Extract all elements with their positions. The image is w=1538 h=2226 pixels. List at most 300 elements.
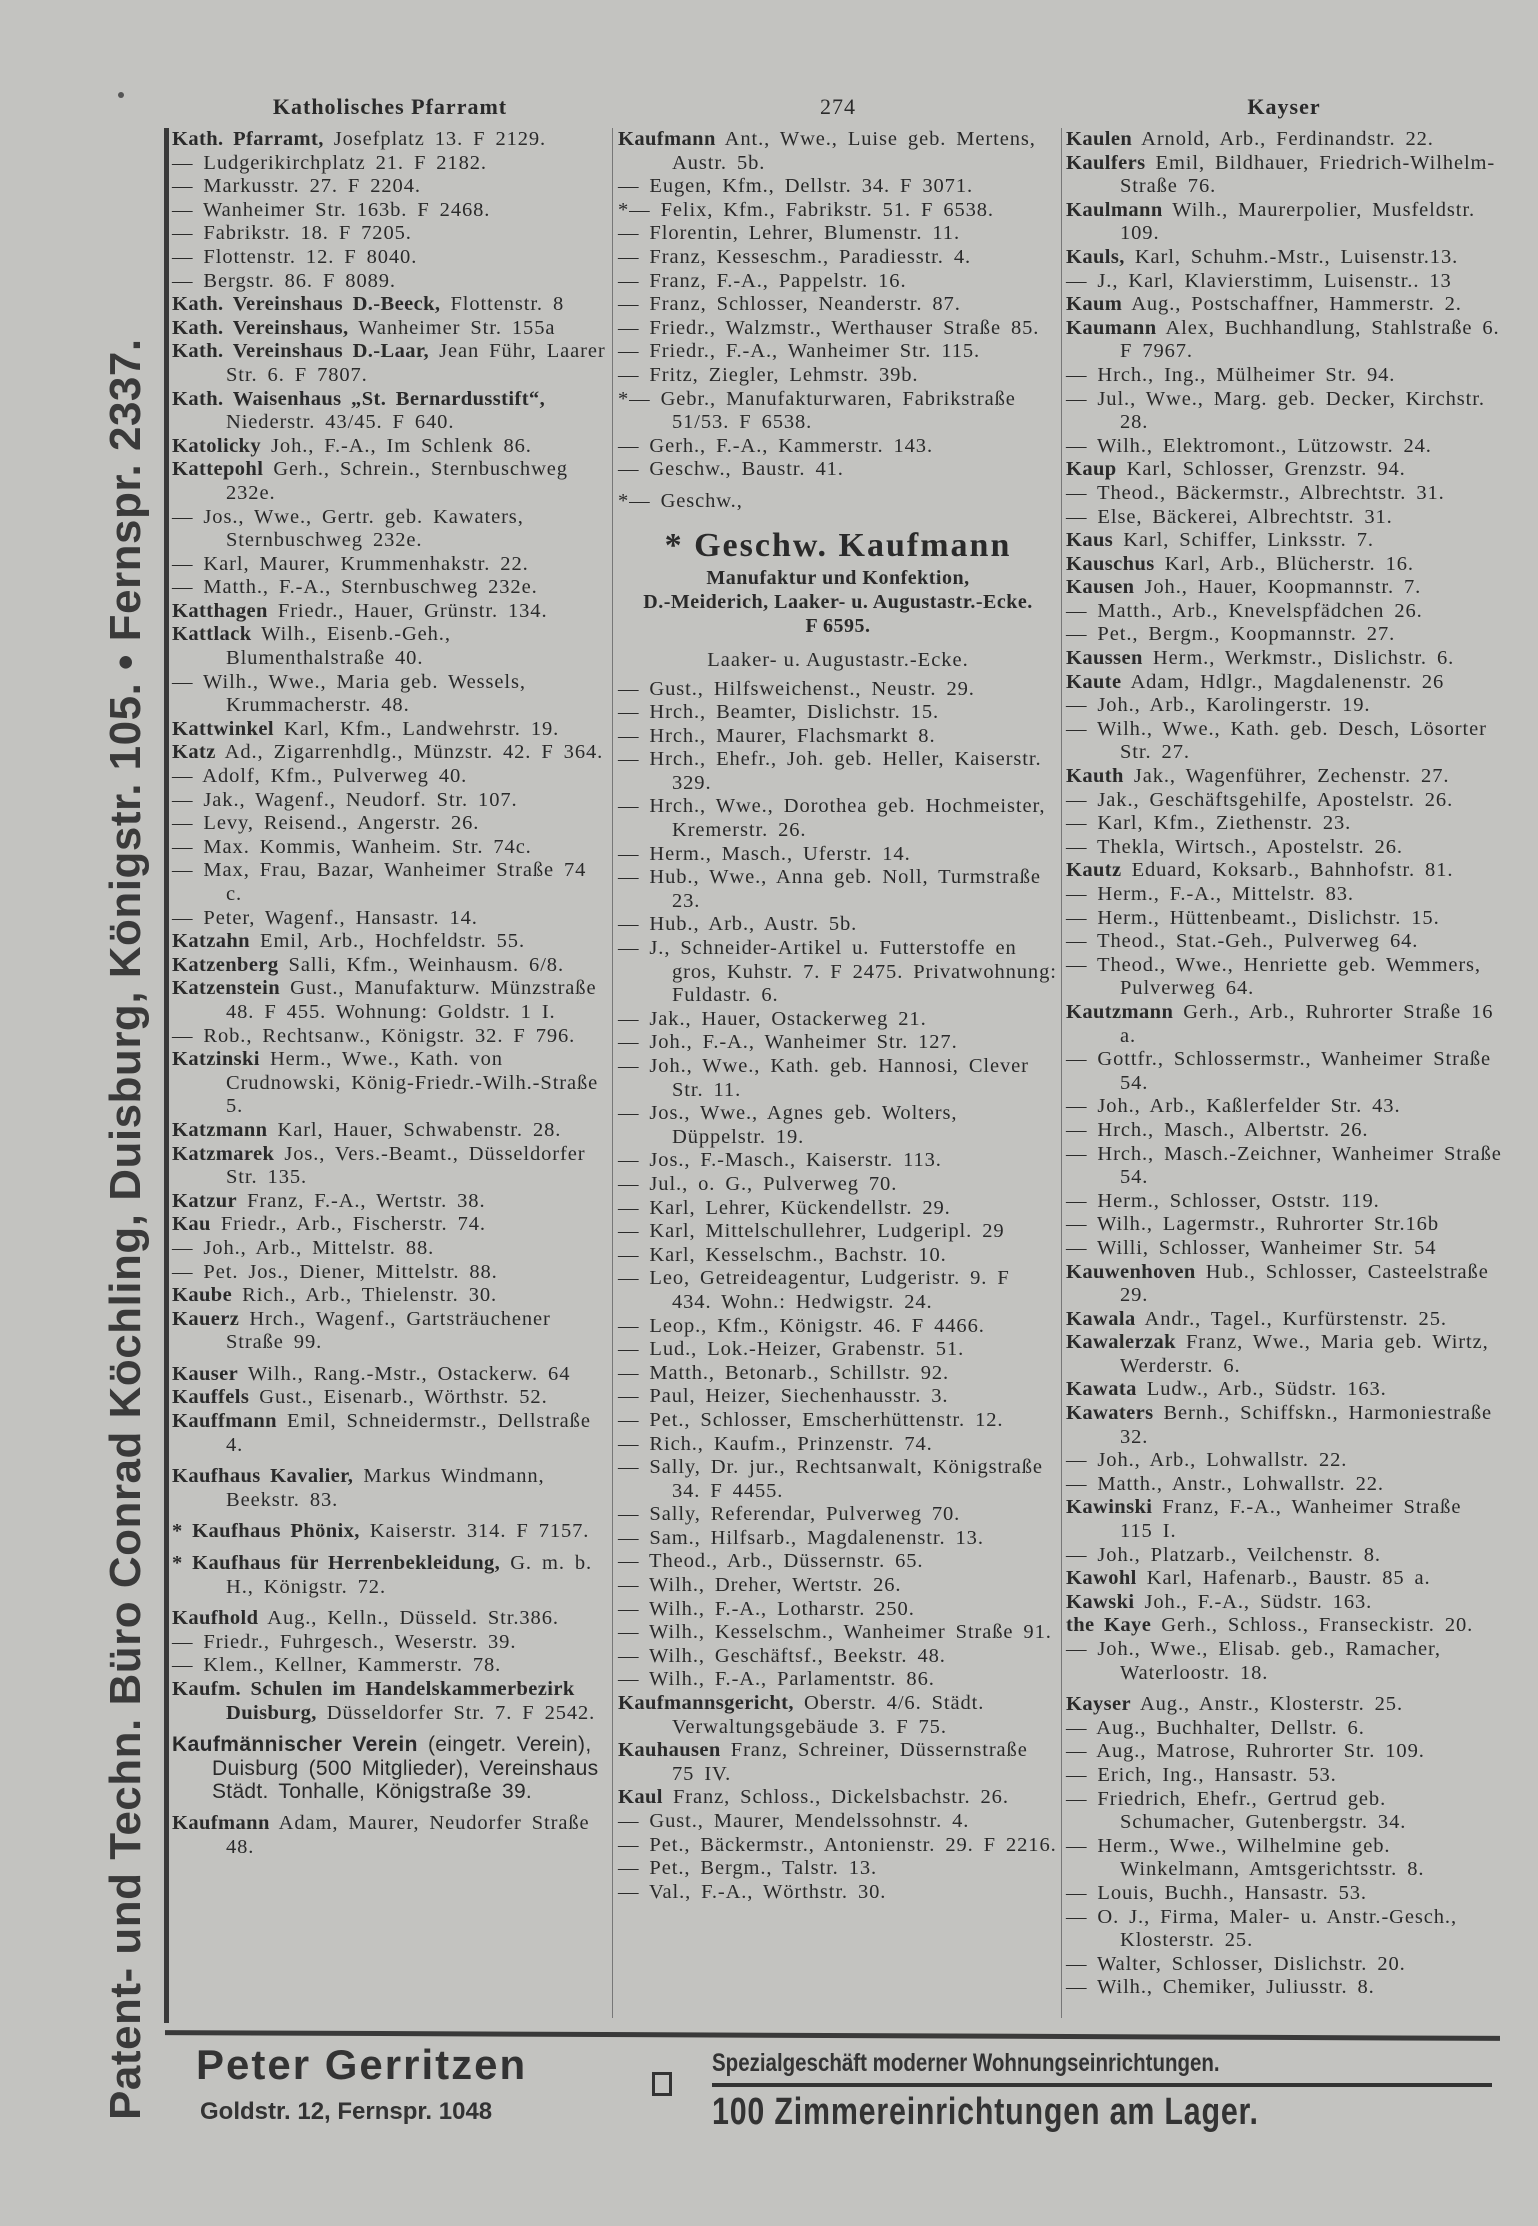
entry-details: — Paul, Heizer, Siechenhausstr. 3. (618, 1385, 949, 1408)
entry-details: — Herm., F.-A., Mittelstr. 83. (1066, 883, 1354, 905)
entry-details: Joh., F.-A., Im Schlenk 86. (271, 434, 532, 457)
entry-details: — Aug., Buchhalter, Dellstr. 6. (1066, 1716, 1365, 1739)
directory-entry (172, 246, 608, 270)
directory-entry (172, 671, 608, 718)
directory-entry (1066, 1976, 1502, 2000)
directory-entry (172, 836, 608, 860)
entry-name: Kaumann (1066, 316, 1157, 339)
entry-name: Kayser (1066, 1693, 1132, 1716)
entry-details: Karl, Kfm., Landwehrstr. 19. (283, 717, 560, 740)
entry-details: — Friedr., Walzmstr., Werthauser Straße 85. (618, 316, 1040, 339)
directory-entry (1066, 671, 1502, 695)
entry-details: — Herm., Hüttenbeamt., Dislichstr. 15. (1066, 906, 1440, 929)
directory-entry (618, 175, 1058, 199)
directory-entry (172, 1213, 608, 1237)
entry-details: — Peter, Wagenf., Hansastr. 14. (172, 906, 478, 929)
directory-entry (618, 222, 1058, 246)
entry-details: — Sally, Referendar, Pulverweg 70. (618, 1503, 961, 1526)
entry-details: Ad., Zigarrenhdlg., Münzstr. 42. F 364. (224, 741, 604, 764)
entry-details: Herm., Wwe., Kath. von Crudnowski, König-Friedr.-Wilh.-Straße 5. (226, 1048, 599, 1118)
entry-details: — Jos., F.-Masch., Kaiserstr. 113. (618, 1149, 942, 1172)
entry-details: Joh., Hauer, Koopmannstr. 7. (1144, 576, 1422, 599)
directory-entry (618, 1409, 1058, 1433)
entry-details: — Wilh., Geschäftsf., Beekstr. 48. (618, 1644, 946, 1667)
entry-details: Jean Führ, Laarer Str. 6. F 7807. (226, 340, 606, 386)
directory-entry (618, 748, 1058, 795)
entry-details: *— Gebr., Manufakturwaren, Fabrikstraße 51/53. F 6538. (618, 387, 1016, 434)
entry-details: Ludw., Arb., Südstr. 163. (1146, 1378, 1387, 1401)
entry-details: — Pet., Bergm., Koopmannstr. 27. (1066, 623, 1396, 646)
entry-details: Adam, Hdlgr., Magdalenenstr. 26 (1130, 670, 1445, 693)
directory-entry (172, 317, 608, 341)
entry-name: Kattlack (172, 623, 252, 646)
entry-details: — Joh., Arb., Lohwallstr. 22. (1066, 1449, 1348, 1472)
entry-details: — Bergstr. 86. F 8089. (172, 269, 396, 292)
entry-details: — Thekla, Wirtsch., Apostelstr. 26. (1066, 835, 1403, 858)
entry-details: — Wilh., Wwe., Maria geb. Wessels, Krummacherstr. 48. (172, 670, 526, 717)
directory-entry (618, 199, 1058, 223)
directory-entry (1066, 364, 1502, 388)
directory-entry (618, 1550, 1058, 1574)
directory-entry (1066, 458, 1502, 482)
entry-details: — Theod., Wwe., Henriette geb. Wemmers, Pulverweg 64. (1066, 953, 1481, 1000)
directory-entry (618, 490, 1058, 514)
directory-entry (618, 1645, 1058, 1669)
directory-entry (618, 1810, 1058, 1834)
entry-name: Katzahn (172, 930, 250, 953)
entry-details: Wilh., Rang.-Mstr., Ostackerw. 64 (247, 1362, 571, 1385)
directory-entry (1066, 388, 1502, 435)
entry-details: Franz, Wwe., Maria geb. Wirtz, Werderstr. 6. (1120, 1331, 1489, 1377)
entry-details: — Florentin, Lehrer, Blumenstr. 11. (618, 222, 960, 245)
directory-entry (618, 1574, 1058, 1598)
entry-details: — Jos., Wwe., Agnes geb. Wolters, Düppelstr. 19. (618, 1102, 958, 1148)
entry-name: Kaufhaus Kavalier, (172, 1465, 354, 1488)
entry-name: Kauffmann (172, 1410, 277, 1433)
entry-details: — Matth., F.-A., Sternbuschweg 232e. (172, 576, 538, 599)
entry-details: Jos., Vers.-Beamt., Düsseldorfer Str. 135. (226, 1142, 586, 1189)
entry-details: Friedr., Arb., Fischerstr. 74. (220, 1213, 486, 1236)
entry-details: *— Felix, Kfm., Fabrikstr. 51. F 6538. (618, 198, 994, 221)
directory-entry (172, 907, 608, 931)
entry-name: Kaussen (1066, 647, 1143, 670)
directory-entry (1066, 1544, 1502, 1568)
directory-entry (618, 128, 1058, 175)
entry-name: Kaum (1066, 293, 1123, 316)
entry-name: Katthagen (172, 599, 268, 622)
entry-details: — Else, Bäckerei, Albrechtstr. 31. (1066, 505, 1393, 528)
entry-details: Oberstr. 4/6. Städt. Verwaltungsgebäude 3. F 75. (672, 1692, 985, 1738)
directory-entry (1066, 1308, 1502, 1332)
entry-details: Gerh., Schrein., Sternbuschweg 232e. (226, 458, 568, 504)
ad-line: F 6595. (805, 614, 871, 637)
directory-entry (618, 725, 1058, 749)
directory-entry (1066, 623, 1502, 647)
directory-entry (1066, 1119, 1502, 1143)
ad-rule (712, 2083, 1492, 2087)
entry-details: — Hrch., Ehefr., Joh. geb. Heller, Kaiserstr. 329. (618, 748, 1042, 794)
entry-details: — Wilh., Kesselschm., Wanheimer Straße 91. (618, 1621, 1052, 1644)
entry-details: — Markusstr. 27. F 2204. (172, 175, 421, 198)
directory-entry (1066, 694, 1502, 718)
directory-entry (172, 741, 608, 765)
entry-details: Franz, Schreiner, Düssernstraße 75 IV. (672, 1739, 1028, 1785)
ad-line: D.-Meiderich, Laaker- u. Augustastr.-Ecke. (643, 590, 1033, 613)
entry-details: — Leo, Getreideagentur, Ludgeristr. 9. F 434. Wohn.: Hedwigstr. 24. (618, 1267, 1010, 1313)
directory-entry (172, 765, 608, 789)
entry-name: Katzinski (172, 1048, 260, 1071)
entry-details: — Sam., Hilfsarb., Magdalenenstr. 13. (618, 1526, 984, 1549)
entry-details: — Theod., Bäckermstr., Albrechtstr. 31. (1066, 481, 1445, 504)
entry-details: — Karl, Kesselschm., Bachstr. 10. (618, 1243, 947, 1266)
entry-details: Alex, Buchhandlung, Stahlstraße 6. F 7967. (1120, 316, 1500, 363)
entry-details: — Karl, Maurer, Krummenhakstr. 22. (172, 552, 529, 575)
directory-entry (1066, 270, 1502, 294)
entry-details: — Franz, Kesseschm., Paradiesstr. 4. (618, 245, 971, 268)
directory-entry (618, 1834, 1058, 1858)
entry-details: — J., Karl, Klavierstimm, Luisenstr.. 13 (1066, 269, 1452, 292)
directory-entry (172, 388, 608, 435)
entry-name: Kath. Vereinshaus D.-Laar, (172, 340, 430, 363)
entry-details: — Wilh., Elektromont., Lützowstr. 24. (1066, 434, 1432, 457)
entry-details: — Hrch., Maurer, Flachsmarkt 8. (618, 724, 936, 747)
entry-details: — Hrch., Beamter, Dislichstr. 15. (618, 701, 940, 724)
directory-entry (618, 1503, 1058, 1527)
ad-ornament-icon (652, 2072, 672, 2096)
directory-entry (618, 937, 1058, 1008)
directory-entry (172, 506, 608, 553)
directory-entry (172, 576, 608, 600)
directory-entry (618, 1668, 1058, 1692)
directory-entry (618, 1031, 1058, 1055)
entry-name: Kaube (172, 1284, 233, 1307)
entry-details: — Val., F.-A., Wörthstr. 30. (618, 1880, 887, 1903)
entry-details: — Hrch., Ing., Mülheimer Str. 94. (1066, 363, 1396, 386)
side-bullet (118, 92, 124, 98)
entry-details: — Klem., Kellner, Kammerstr. 78. (172, 1654, 502, 1677)
ad-company-name: Peter Gerritzen (196, 2041, 528, 2088)
directory-entry (1066, 1788, 1502, 1835)
entry-name: Katzenstein (172, 977, 281, 1000)
directory-entry (1066, 930, 1502, 954)
entry-details: — Rob., Rechtsanw., Königstr. 32. F 796. (172, 1024, 576, 1047)
entry-details: — Fabrikstr. 18. F 7205. (172, 222, 412, 245)
entry-details: — Max. Kommis, Wanheim. Str. 74c. (172, 835, 532, 858)
entry-details: — Joh., Arb., Karolingerstr. 19. (1066, 694, 1371, 717)
entry-details: Franz, F.-A., Wanheimer Straße 115 I. (1120, 1496, 1462, 1543)
entry-details: — Aug., Matrose, Ruhrorter Str. 109. (1066, 1740, 1425, 1763)
directory-entry (1066, 1331, 1502, 1378)
directory-entry (172, 152, 608, 176)
entry-details: — Hrch., Wwe., Dorothea geb. Hochmeister, Kremerstr. 26. (618, 795, 1046, 842)
directory-entry (618, 1857, 1058, 1881)
entry-name: Katzenberg (172, 953, 279, 976)
directory-entry (1066, 1473, 1502, 1497)
entry-details: — Wilh., Wwe., Kath. geb. Desch, Lösorter Str. 27. (1066, 717, 1487, 764)
entry-details: Wilh., Eisenb.-Geh., Blumenthalstraße 40. (226, 623, 451, 670)
entry-name: Kaufhold (172, 1607, 259, 1630)
directory-entry (1066, 1001, 1502, 1048)
directory-entry (172, 789, 608, 813)
directory-entry (172, 1410, 608, 1457)
directory-entry (1066, 199, 1502, 246)
entry-details: — Joh., Arb., Kaßlerfelder Str. 43. (1066, 1095, 1401, 1118)
directory-entry (1066, 718, 1502, 765)
directory-entry (172, 1261, 608, 1285)
entry-details: Salli, Kfm., Weinhausm. 6/8. (288, 953, 564, 976)
column-left (172, 92, 608, 1859)
entry-details: — Franz, Schlosser, Neanderstr. 87. (618, 293, 961, 316)
directory-entry (1066, 1496, 1502, 1543)
entry-details: Flottenstr. 8 (450, 293, 565, 316)
directory-entry (1066, 506, 1502, 530)
entry-name: Kaufmann (618, 128, 716, 150)
entry-details: (eingetr. Verein), Duisburg (500 Mitglieder), Vereinshaus Städt. Tonhalle, Königstraße 39. (212, 1733, 599, 1804)
entry-name: Kath. Vereinshaus, (172, 316, 349, 339)
entry-details: — Theod., Arb., Düssernstr. 65. (618, 1550, 924, 1573)
directory-entry (1066, 1591, 1502, 1615)
entry-details: — Matth., Anstr., Lohwallstr. 22. (1066, 1472, 1384, 1495)
directory-entry (618, 913, 1058, 937)
left-rule (164, 128, 169, 2023)
column-divider (1061, 128, 1062, 2018)
advertisement-geschw-kaufmann (618, 526, 1058, 638)
entry-details: Gerh., Schloss., Franseckistr. 20. (1161, 1614, 1474, 1637)
entry-details: — Levy, Reisend., Angerstr. 26. (172, 812, 480, 835)
entry-details: Josefplatz 13. F 2129. (333, 128, 547, 150)
entry-details: — Pet., Bäckermstr., Antonienstr. 29. F 2216. (618, 1833, 1057, 1856)
directory-entry (618, 795, 1058, 842)
entry-details: — Wilh., Dreher, Wertstr. 26. (618, 1574, 902, 1597)
entry-details: Emil, Arb., Hochfeldstr. 55. (260, 930, 525, 953)
entry-details: Wilh., Maurerpolier, Musfeldstr. 109. (1120, 198, 1476, 245)
directory-entry (1066, 1048, 1502, 1095)
entry-details: — Jak., Geschäftsgehilfe, Apostelstr. 26. (1066, 788, 1454, 811)
entry-details: — Wanheimer Str. 163b. F 2468. (172, 198, 491, 221)
entry-details: Aug., Postschaffner, Hammerstr. 2. (1131, 293, 1462, 316)
directory-entry (618, 1362, 1058, 1386)
directory-entry (172, 1048, 608, 1119)
entry-name: Kauls, (1066, 245, 1125, 268)
entry-details: Düsseldorfer Str. 7. F 2542. (326, 1701, 596, 1724)
entry-name: Kath. Waisenhaus „St. Bernardusstift“, (172, 387, 546, 410)
entry-details: — Louis, Buchh., Hansastr. 53. (1066, 1881, 1367, 1904)
directory-entry (1066, 1190, 1502, 1214)
directory-entry (1066, 1567, 1502, 1591)
directory-entry (618, 1315, 1058, 1339)
entry-details: — Walter, Schlosser, Dislichstr. 20. (1066, 1952, 1406, 1975)
directory-entry (172, 553, 608, 577)
entry-details: Andr., Tagel., Kurfürstenstr. 25. (1144, 1307, 1447, 1330)
directory-entry (172, 1190, 608, 1214)
entry-details: — Joh., Wwe., Kath. geb. Hannosi, Clever Str. 11. (618, 1055, 1029, 1101)
entry-details: Karl, Schiffer, Linksstr. 7. (1123, 529, 1374, 552)
entry-details: — Willi, Schlosser, Wanheimer Str. 54 (1066, 1236, 1437, 1259)
entry-name: Kawaters (1066, 1402, 1154, 1425)
directory-entry (172, 1308, 608, 1355)
ad-address: Goldstr. 12, Fernspr. 1048 (200, 2098, 493, 2125)
entry-details: — Gottfr., Schlossermstr., Wanheimer Straße 54. (1066, 1048, 1492, 1094)
entry-details: — Wilh., F.-A., Parlamentstr. 86. (618, 1668, 935, 1691)
directory-entry (1066, 1882, 1502, 1906)
directory-entry (172, 1363, 608, 1387)
entry-details: — Jos., Wwe., Gertr. geb. Kawaters, Sternbuschweg 232e. (172, 505, 524, 552)
entry-name: Kath. Vereinshaus D.-Beeck, (172, 293, 441, 316)
entry-details: — Gust., Hilfsweichenst., Neustr. 29. (618, 677, 975, 700)
entry-name: Kaulmann (1066, 198, 1163, 221)
directory-entry (172, 1025, 608, 1049)
entry-details: — Hub., Wwe., Anna geb. Noll, Turmstraße 23. (618, 866, 1041, 912)
directory-entry (1066, 1261, 1502, 1308)
entry-details: Hrch., Wagenf., Gartsträuchener Straße 99. (226, 1307, 551, 1354)
entry-details: — Matth., Arb., Knevelspfädchen 26. (1066, 599, 1423, 622)
entry-details: — Theod., Stat.-Geh., Pulverweg 64. (1066, 930, 1419, 953)
directory-entry (618, 1197, 1058, 1221)
entry-details: Gust., Manufakturw. Münzstraße 48. F 455. Wohnung: Goldstr. 1 I. (226, 977, 597, 1023)
directory-entry (1066, 293, 1502, 317)
entry-details: — Jul., o. G., Pulverweg 70. (618, 1172, 898, 1195)
entry-details: Eduard, Koksarb., Bahnhofstr. 81. (1131, 859, 1454, 882)
entry-details: — Max, Frau, Bazar, Wanheimer Straße 74 c. (172, 859, 587, 905)
directory-entry (1066, 954, 1502, 1001)
directory-entry (1066, 152, 1502, 199)
directory-entry (618, 678, 1058, 702)
directory-entry (618, 843, 1058, 867)
directory-entry (172, 1119, 608, 1143)
side-advertisement: Patent- und Techn. Büro Conrad Köchling, Duisburg, Königstr. 105. • Fernspr. 2337. (101, 338, 150, 2120)
entry-name: Kaufmännischer Verein (172, 1733, 418, 1757)
directory-entry (172, 977, 608, 1024)
entry-details: — Rich., Kaufm., Prinzenstr. 74. (618, 1432, 933, 1455)
entry-details: — O. J., Firma, Maler- u. Anstr.-Gesch., Klosterstr. 25. (1066, 1905, 1457, 1952)
directory-entry (618, 340, 1058, 364)
entry-name: Kawala (1066, 1307, 1136, 1330)
entry-name: Kawalerzak (1066, 1331, 1176, 1354)
entry-details: *— Geschw., (618, 489, 743, 512)
directory-entry (172, 199, 608, 223)
directory-entry (1066, 836, 1502, 860)
entry-details: — Friedrich, Ehefr., Gertrud geb. Schumacher, Gutenbergstr. 34. (1066, 1787, 1407, 1834)
entry-details: — Joh., Wwe., Elisab. geb., Ramacher, Waterloostr. 18. (1066, 1638, 1441, 1684)
directory-entry (1066, 1237, 1502, 1261)
directory-entry (172, 718, 608, 742)
page-number: 274 (820, 94, 856, 119)
column-middle (618, 92, 1058, 1904)
entry-name: Kaulfers (1066, 151, 1146, 174)
entry-details: Karl, Schlosser, Grenzstr. 94. (1126, 458, 1406, 481)
directory-entry (172, 128, 608, 152)
entry-name: Kauschus (1066, 552, 1155, 575)
entry-details: Adam, Maurer, Neudorfer Straße 48. (226, 1811, 590, 1858)
directory-entry (172, 1631, 608, 1655)
directory-entry (618, 1433, 1058, 1457)
entry-details: — Jul., Wwe., Marg. geb. Decker, Kirchstr. 28. (1066, 387, 1485, 434)
directory-entry (1066, 1402, 1502, 1449)
entry-name: Kau (172, 1213, 211, 1236)
directory-entry (1066, 1740, 1502, 1764)
ad-tagline: Spezialgeschäft moderner Wohnungseinrichtungen. (712, 2049, 1220, 2077)
entry-name: Kawohl (1066, 1567, 1137, 1590)
entry-name: Katz (172, 741, 216, 764)
directory-entry (172, 812, 608, 836)
entry-details: — Hrch., Masch.-Zeichner, Wanheimer Straße 54. (1066, 1142, 1502, 1189)
entry-name: * Kaufhaus Phönix, (172, 1520, 360, 1543)
entry-name: Kawski (1066, 1590, 1135, 1613)
entry-details: — Herm., Wwe., Wilhelmine geb. Winkelmann, Amtsgerichtsstr. 8. (1066, 1834, 1425, 1881)
directory-entry (172, 222, 608, 246)
entry-details: Jak., Wagenführer, Zechenstr. 27. (1133, 765, 1450, 788)
running-header-right: Kayser (1247, 94, 1321, 119)
directory-entry (618, 317, 1058, 341)
entry-details: — Jak., Hauer, Ostackerweg 21. (618, 1007, 927, 1030)
entry-details: Arnold, Arb., Ferdinandstr. 22. (1141, 128, 1434, 150)
directory-entry (618, 1102, 1058, 1149)
entry-name: Katolicky (172, 434, 262, 457)
directory-entry (172, 1520, 608, 1544)
entry-name: Katzmann (172, 1118, 268, 1141)
entry-details: — Joh., Arb., Mittelstr. 88. (172, 1236, 435, 1259)
entry-name: Kaulen (1066, 128, 1133, 150)
entry-name: Kawinski (1066, 1496, 1153, 1519)
ad-line: * Geschw. Kaufmann (664, 526, 1012, 564)
directory-entry (1066, 812, 1502, 836)
directory-entry (618, 1244, 1058, 1268)
directory-entry (618, 701, 1058, 725)
entry-name: Kaufm. Schulen im Handelskammerbezirk Duisburg, (172, 1678, 575, 1724)
entry-details: — Friedr., F.-A., Wanheimer Str. 115. (618, 340, 981, 363)
entry-details: Joh., F.-A., Südstr. 163. (1144, 1590, 1373, 1613)
directory-entry (1066, 553, 1502, 577)
entry-details: Herm., Werkmstr., Dislichstr. 6. (1152, 647, 1455, 670)
directory-entry (618, 1267, 1058, 1314)
directory-entry (1066, 1614, 1502, 1638)
directory-entry (1066, 1638, 1502, 1685)
column-divider (612, 128, 613, 2018)
entry-details: Hub., Schlosser, Casteelstraße 29. (1120, 1260, 1489, 1307)
entry-details: — Herm., Schlosser, Oststr. 119. (1066, 1189, 1380, 1212)
directory-entry (1066, 1213, 1502, 1237)
directory-entry (172, 340, 608, 387)
directory-entry (1066, 1717, 1502, 1741)
entry-details: — Wilh., Chemiker, Juliusstr. 8. (1066, 1976, 1375, 1999)
entry-name: Katzmarek (172, 1142, 275, 1165)
ad-line: Manufaktur und Konfektion, (706, 566, 970, 589)
directory-entry (618, 270, 1058, 294)
entry-details: Rich., Arb., Thielenstr. 30. (242, 1284, 498, 1307)
entry-details: Niederstr. 43/45. F 640. (226, 411, 455, 434)
entry-name: Kattepohl (172, 458, 264, 481)
directory-entry (618, 1385, 1058, 1409)
directory-entry (172, 1386, 608, 1410)
entry-details: G. m. b. H., Königstr. 72. (226, 1552, 593, 1598)
entry-details: — Adolf, Kfm., Pulverweg 40. (172, 765, 468, 788)
entry-details: — Hrch., Masch., Albertstr. 26. (1066, 1118, 1369, 1141)
directory-entry (172, 1812, 608, 1859)
directory-entry (1066, 859, 1502, 883)
directory-entry (1066, 1835, 1502, 1882)
entry-details: — Pet., Schlosser, Emscherhüttenstr. 12. (618, 1408, 1004, 1431)
directory-entry (172, 859, 608, 906)
directory-entry (172, 175, 608, 199)
directory-entry (1066, 482, 1502, 506)
entry-details: — Jak., Wagenf., Neudorf. Str. 107. (172, 788, 518, 811)
entry-details: Aug., Anstr., Klosterstr. 25. (1139, 1693, 1403, 1716)
entry-name: Kaufmann (172, 1811, 270, 1834)
entry-name: Kauwenhoven (1066, 1260, 1196, 1283)
entry-details: — Fritz, Ziegler, Lehmstr. 39b. (618, 363, 919, 386)
directory-entry (172, 293, 608, 317)
directory-entry (618, 435, 1058, 459)
